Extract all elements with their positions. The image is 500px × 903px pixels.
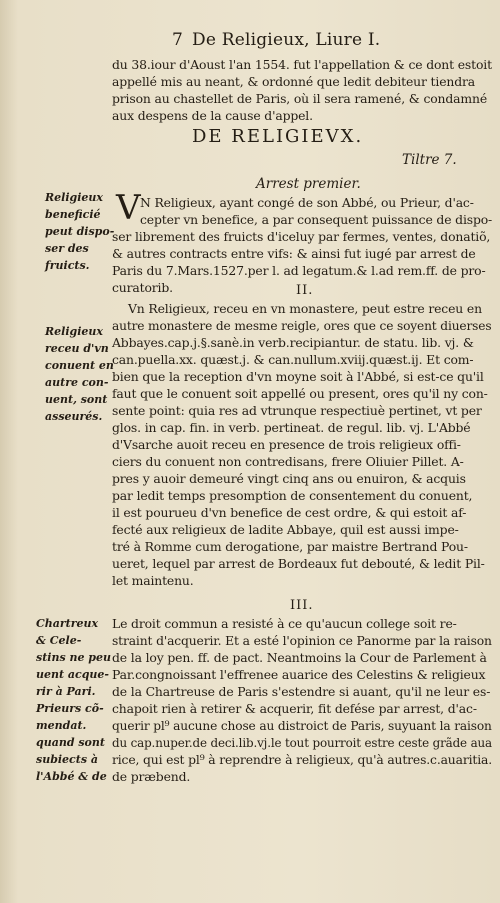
body-line: ciers du conuent non contredisans, frere Oliuier Pillet. A- [112, 454, 464, 469]
top-text-line: du 38.iour d'Aoust l'an 1554. fut l'appellation & ce dont estoit [112, 57, 492, 72]
body-line: Paris du 7.Mars.1527.per l. ad legatum.& l.ad rem.ff. de pro- [112, 263, 486, 278]
body-line: autre monastere de mesme reigle, ores que ce soyent diuerses [112, 318, 492, 333]
margin-note: receu d'vn [45, 342, 109, 355]
arrest-heading: Arrest premier. [256, 176, 361, 192]
margin-note: Religieux [45, 191, 103, 204]
body-line: let maintenu. [112, 573, 194, 588]
body-line: de la Chartreuse de Paris s'estendre si auant, qu'il ne leur es- [112, 684, 491, 699]
margin-note: subiects à [36, 753, 98, 766]
margin-note: conuent en [45, 359, 114, 372]
margin-note: Religieux [45, 325, 103, 338]
body-line: glos. in cap. fin. in verb. pertineat. de regul. lib. vj. L'Abbé [112, 420, 471, 435]
drop-cap: V [116, 188, 141, 228]
body-line: can.puella.xx. quæst.j. & can.nullum.xviij.quæst.ij. Et com- [112, 352, 474, 367]
body-line: faut que le conuent soit appellé ou present, ores qu'il ny con- [112, 386, 488, 401]
body-line: Le droit commun a resisté à ce qu'aucun college soit re- [112, 616, 457, 631]
body-line: curatorib. [112, 280, 173, 295]
margin-note: stins ne peu [36, 651, 111, 664]
arrest-number: II. [296, 283, 314, 298]
body-line: ueret, lequel par arrest de Bordeaux fut debouté, & ledit Pil- [112, 556, 485, 571]
body-line: bien que la reception d'vn moyne soit à l'Abbé, si est-ce qu'il [112, 369, 484, 384]
body-line: pres y auoir demeuré vingt cinq ans ou enuiron, & acquis [112, 471, 466, 486]
body-line: de præbend. [112, 769, 191, 784]
body-line: Par.congnoissant l'effrenee auarice des Celestins & religieux [112, 667, 486, 682]
margin-note: & Cele- [36, 634, 82, 647]
body-line: ser librement des fruicts d'iceluy par fermes, ventes, donatiõ, [112, 229, 491, 244]
body-line: sente point: quia res ad vtrunque respectiuè pertinet, vt per [112, 403, 482, 418]
top-text-line: prison au chastellet de Paris, où il sera ramené, & condamné [112, 91, 488, 106]
body-line: tré à Romme cum derogatione, par maistre Bertrand Pou- [112, 539, 468, 554]
margin-note: Prieurs cõ- [36, 702, 104, 715]
body-line: N Religieux, ayant congé de son Abbé, ou Prieur, d'ac- [140, 195, 474, 210]
body-line: Vn Religieux, receu en vn monastere, peut estre receu en [128, 301, 482, 316]
body-line: du cap.nuper.de deci.lib.vj.le tout pourroit estre ceste grãde aua [112, 735, 493, 750]
body-line: fecté aux religieux de ladite Abbaye, quil est aussi impe- [112, 522, 459, 537]
margin-note: l'Abbé & de [36, 770, 107, 783]
body-line: par ledit temps presomption de consentement du conuent, [112, 488, 473, 503]
body-line: cepter vn benefice, a par consequent puissance de dispo- [140, 212, 493, 227]
arrest-number: III. [290, 598, 314, 613]
margin-note: mendat. [36, 719, 87, 732]
page-number: 7 [172, 30, 183, 50]
body-line: rice, qui est pl⁹ à reprendre à religieux, qu'à autres.c.auaritia. [112, 752, 493, 767]
margin-note: rir à Pari. [36, 685, 96, 698]
body-line: straint d'acquerir. Et a esté l'opinion ce Panorme par la raison [112, 633, 492, 648]
margin-note: uent acque- [36, 668, 109, 681]
body-line: d'Vsarche auoit receu en presence de trois religieux offi- [112, 437, 461, 452]
margin-note: autre con- [45, 376, 109, 389]
margin-note: Chartreux [36, 617, 99, 630]
page-header [0, 30, 500, 54]
top-text-line: appellé mis au neant, & ordonné que ledit debiteur tiendra [112, 74, 476, 89]
running-title: De Religieux, Liure I. [192, 30, 381, 50]
section-title: DE RELIGIEVX. [192, 126, 364, 147]
margin-note: fruicts. [45, 259, 90, 272]
body-line: de la loy pen. ff. de pact. Neantmoins la Cour de Parlement à [112, 650, 487, 665]
margin-note: ser des [45, 242, 89, 255]
body-line: querir pl⁹ aucune chose au distroict de Paris, suyuant la raison [112, 718, 492, 733]
body-line: Abbayes.cap.j.§.sanè.in verb.recipiantur. de statu. lib. vj. & [112, 335, 474, 350]
margin-note: quand sont [36, 736, 105, 749]
margin-note: beneficié [45, 208, 101, 221]
margin-note: peut dispo- [45, 225, 115, 238]
top-text-line: aux despens de la cause d'appel. [112, 108, 313, 123]
titre-label: Tiltre 7. [402, 152, 457, 168]
body-line: il est pourueu d'vn benefice de cest ordre, & qui estoit af- [112, 505, 467, 520]
body-line: & autres contracts entre vifs: & ainsi fut iugé par arrest de [112, 246, 476, 261]
body-line: chapoit rien à retirer & acquerir, fit defése par arrest, d'ac- [112, 701, 477, 716]
margin-note: uent, sont [45, 393, 108, 406]
margin-note: asseurés. [45, 410, 103, 423]
